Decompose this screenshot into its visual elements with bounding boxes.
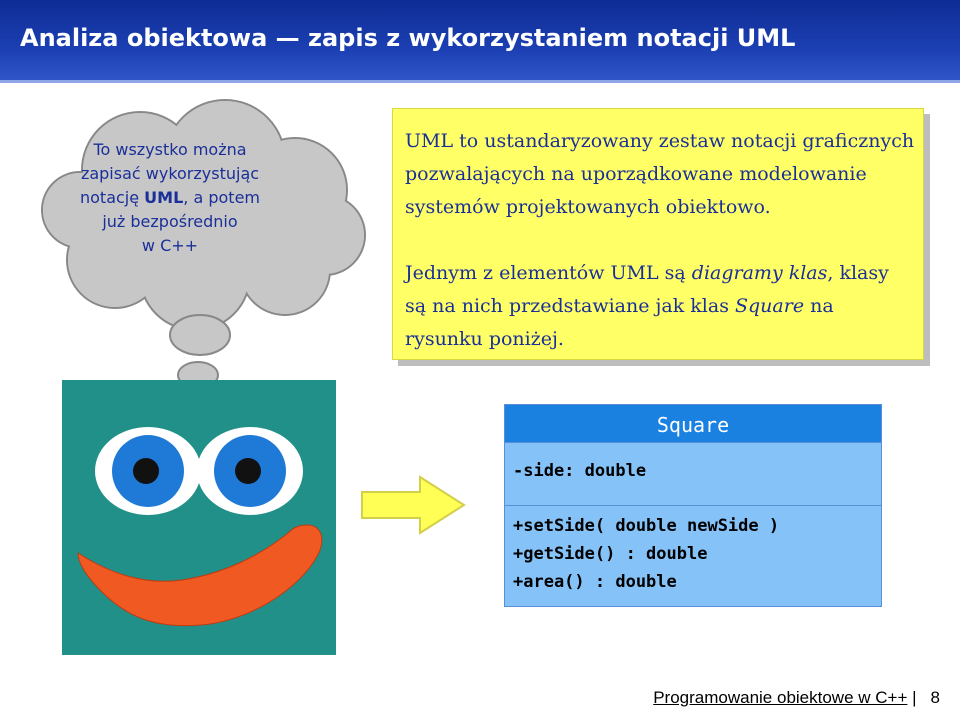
- definition-note: [392, 108, 924, 360]
- slide-title: Analiza obiektowa — zapis z wykorzystaniem notacji UML: [20, 24, 796, 52]
- right-eye-pupil: [235, 458, 261, 484]
- page-number: 8: [930, 688, 940, 707]
- slide-footer: [653, 688, 940, 708]
- uml-operation: +getSide() : double: [513, 544, 708, 564]
- footer-course-link[interactable]: Programowanie obiektowe w C++: [653, 688, 908, 707]
- thought-line-3: notację UML, a potem: [79, 188, 260, 207]
- uml-attribute: -side: double: [513, 461, 647, 481]
- uml-class-name: Square: [504, 404, 882, 443]
- uml-operations-section: [504, 505, 882, 607]
- note-paragraph-1: UML to ustandaryzowany zestaw notacji graficznych pozwalających na uporządkowane modelowanie systemów projektowanych obiektowo.: [405, 130, 915, 218]
- thought-line-1: To wszystko można: [93, 140, 247, 159]
- uml-class-diagram: [504, 404, 882, 606]
- mouth: [78, 525, 322, 626]
- square-face: [62, 380, 336, 655]
- thought-line-5: w C++: [141, 236, 199, 255]
- thought-line-2: zapisać wykorzystując: [80, 164, 260, 183]
- uml-operation: +setSide( double newSide ): [513, 516, 780, 536]
- thought-line-4: już bezpośrednio: [102, 212, 238, 231]
- face-features: [62, 380, 336, 655]
- arrow-right-icon: [360, 475, 470, 535]
- note-paragraph-2: Jednym z elementów UML są diagramy klas, klasy są na nich przedstawiane jak klas Square na rysunku poniżej.: [405, 262, 889, 350]
- bubble-tail-large: [170, 315, 230, 355]
- left-eye-pupil: [133, 458, 159, 484]
- uml-operation: +area() : double: [513, 572, 677, 592]
- uml-attributes-section: [504, 442, 882, 506]
- title-bar: [0, 0, 960, 80]
- thought-text: [70, 138, 270, 258]
- footer-separator: |: [907, 688, 917, 707]
- title-underline: [0, 80, 960, 83]
